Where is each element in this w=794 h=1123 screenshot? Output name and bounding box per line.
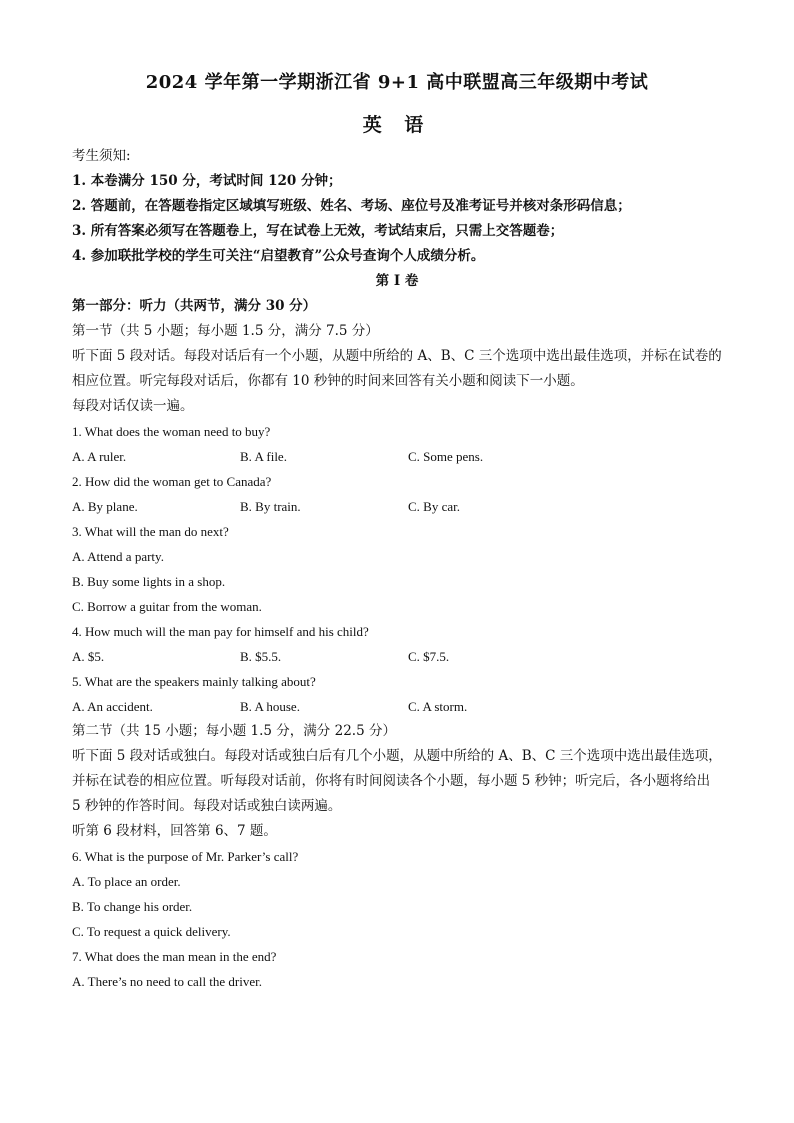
question-2-options — [72, 494, 722, 519]
question-5-stem: 5. What are the speakers mainly talking about? — [72, 674, 316, 689]
question-2-option-b: B. By train. — [240, 499, 301, 514]
question-5-options — [72, 694, 722, 719]
section2-heading: 第二节（共 15 小题；每小题 1.5 分，满分 22.5 分） — [72, 723, 396, 739]
question-5-option-c: C. A storm. — [408, 699, 468, 714]
notice-heading: 考生须知: — [72, 148, 131, 164]
question-6-option-c: C. To request a quick delivery. — [72, 924, 231, 939]
question-4-stem: 4. How much will the man pay for himself and his child? — [72, 624, 369, 639]
question-2-stem: 2. How did the woman get to Canada? — [72, 474, 272, 489]
section1-note: 每段对话仅读一遍。 — [72, 398, 194, 414]
volume-label: 第 I 卷 — [375, 273, 419, 289]
question-4-option-b: B. $5.5. — [240, 649, 282, 664]
question-1-option-c: C. Some pens. — [408, 449, 484, 464]
question-3-option-c: C. Borrow a guitar from the woman. — [72, 599, 262, 614]
subject-title: 英 语 — [362, 114, 432, 136]
section2-instruction: 听下面 5 段对话或独白。每段对话或独白后有几个小题，从题中所给的 A、B、C 三个选项中选出最佳选项，并标在试卷的相应位置。听每段对话前，你将有时间阅读各个小题，每小题 5 秒钟；听完后，各小题将给出 5 秒钟的作答时间。每段对话或独白读两遍。 — [72, 748, 722, 814]
question-1-options — [72, 444, 722, 469]
question-4-option-c: C. $7.5. — [408, 649, 450, 664]
notice-item-4: 4. 参加联批学校的学生可关注“启望教育”公众号查询个人成绩分析。 — [72, 248, 485, 264]
question-1-stem: 1. What does the woman need to buy? — [72, 424, 271, 439]
question-3-stem: 3. What will the man do next? — [72, 524, 229, 539]
question-4-options — [72, 644, 722, 669]
material-6-label: 听第 6 段材料，回答第 6、7 题。 — [72, 823, 277, 839]
question-3-option-a: A. Attend a party. — [72, 549, 164, 564]
question-7-option-a: A. There’s no need to call the driver. — [72, 974, 263, 989]
question-7-stem: 7. What does the man mean in the end? — [72, 949, 277, 964]
question-2-option-a: A. By plane. — [72, 499, 138, 514]
exam-title: 2024 学年第一学期浙江省 9+1 高中联盟高三年级期中考试 — [145, 72, 649, 93]
section1-heading: 第一节（共 5 小题；每小题 1.5 分，满分 7.5 分） — [72, 323, 379, 339]
question-6-option-b: B. To change his order. — [72, 899, 193, 914]
question-5-option-b: B. A house. — [240, 699, 300, 714]
question-6-stem: 6. What is the purpose of Mr. Parker’s call? — [72, 849, 299, 864]
part1-heading: 第一部分：听力（共两节，满分 30 分） — [72, 298, 317, 314]
question-2-option-c: C. By car. — [408, 499, 460, 514]
question-3-option-b: B. Buy some lights in a shop. — [72, 574, 226, 589]
question-5-option-a: A. An accident. — [72, 699, 153, 714]
notice-item-1: 1. 本卷满分 150 分，考试时间 120 分钟； — [72, 173, 342, 189]
notice-item-3: 3. 所有答案必须写在答题卷上，写在试卷上无效，考试结束后，只需上交答题卷； — [72, 223, 564, 239]
exam-page — [72, 70, 722, 994]
notice-item-2: 2. 答题前，在答题卷指定区域填写班级、姓名、考场、座位号及准考证号并核对条形码信息； — [72, 198, 631, 214]
question-1-option-a: A. A ruler. — [72, 449, 127, 464]
question-1-option-b: B. A file. — [240, 449, 287, 464]
section1-instruction: 听下面 5 段对话。每段对话后有一个小题，从题中所给的 A、B、C 三个选项中选出最佳选项，并标在试卷的相应位置。听完每段对话后，你都有 10 秒钟的时间来回答有关小题和阅读下一小题。 — [72, 348, 722, 389]
exam-notice — [72, 144, 722, 269]
question-4-option-a: A. $5. — [72, 649, 105, 664]
question-6-option-a: A. To place an order. — [72, 874, 181, 889]
